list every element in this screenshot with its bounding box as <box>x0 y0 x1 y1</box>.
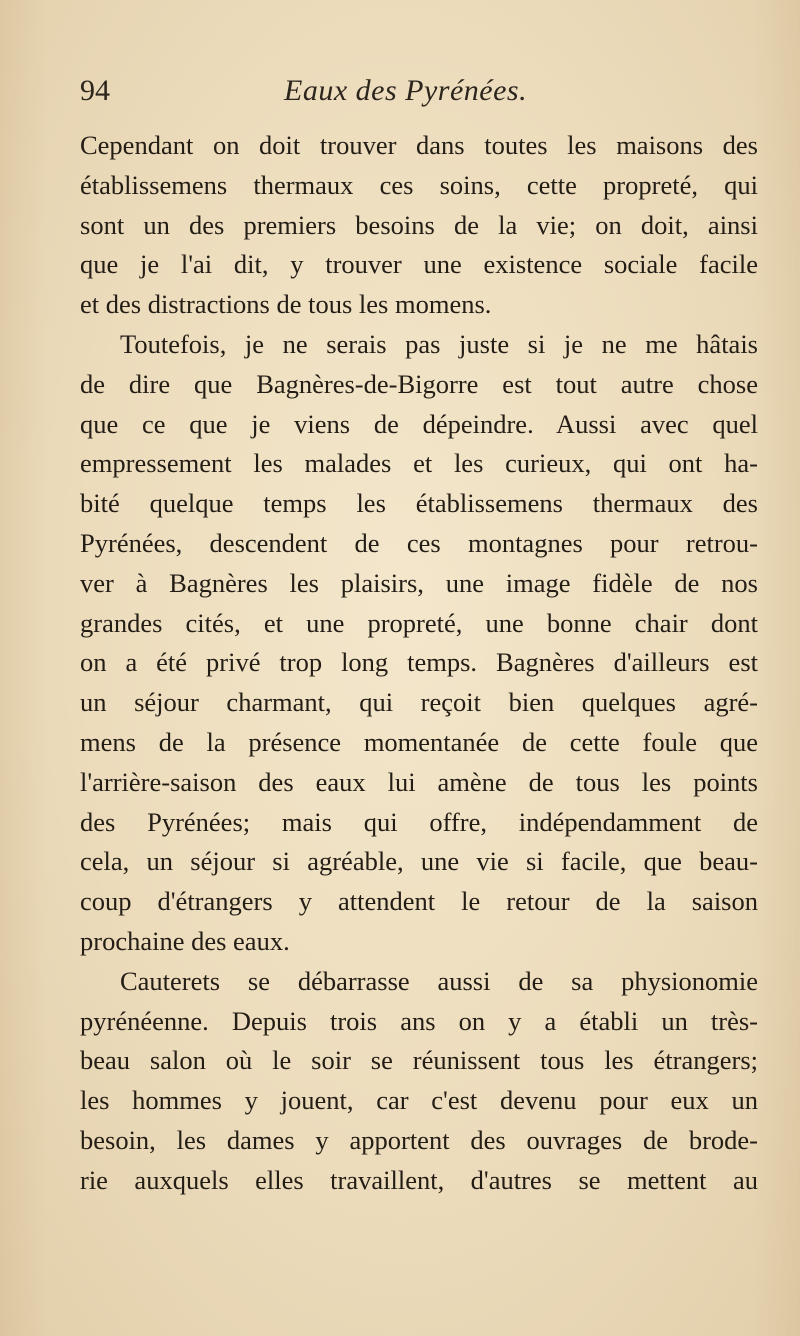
text-line: coup d'étrangers y attendent le retour de la saison <box>80 886 758 917</box>
text-line: sont un des premiers besoins de la vie; on doit, ainsi <box>80 209 758 240</box>
text-line: Cependant on doit trouver dans toutes les maisons des <box>80 130 758 160</box>
paragraph-end-line: prochaine des eaux. <box>80 925 290 956</box>
text-line: on a été privé trop long temps. Bagnères d'ailleurs est <box>80 647 758 678</box>
text-line: des Pyrénées; mais qui offre, indépendamment de <box>80 806 758 837</box>
text-line: grandes cités, et une propreté, une bonne chair dont <box>80 607 758 638</box>
text-line: l'arrière-saison des eaux lui amène de tous les points <box>80 766 758 797</box>
text-line: besoin, les dames y apportent des ouvrages de brode- <box>80 1124 758 1155</box>
paragraph-start-line: Toutefois, je ne serais pas juste si je ne me hâtais <box>120 328 758 359</box>
text-line: bité quelque temps les établissemens thermaux des <box>80 488 758 519</box>
page-number: 94 <box>80 74 110 107</box>
page-header <box>80 70 740 110</box>
paragraph-start-line: Cauterets se débarrasse aussi de sa physionomie <box>120 965 758 996</box>
text-line: mens de la présence momentanée de cette foule que <box>80 726 758 757</box>
text-line: un séjour charmant, qui reçoit bien quelques agré- <box>80 687 758 718</box>
text-line: pyrénéenne. Depuis trois ans on y a établi un très- <box>80 1005 758 1036</box>
text-line: empressement les malades et les curieux, qui ont ha- <box>80 448 758 479</box>
body-text <box>80 126 758 1201</box>
text-line: établissemens thermaux ces soins, cette propreté, qui <box>80 169 758 200</box>
text-line: ver à Bagnères les plaisirs, une image fidèle de nos <box>80 567 758 598</box>
text-line: beau salon où le soir se réunissent tous les étrangers; <box>80 1045 758 1076</box>
paragraph-end-line: et des distractions de tous les momens. <box>80 289 492 320</box>
text-line: cela, un séjour si agréable, une vie si facile, que beau- <box>80 846 758 877</box>
running-title: Eaux des Pyrénées. <box>284 74 528 107</box>
text-line: rie auxquels elles travaillent, d'autres se mettent au <box>80 1164 758 1195</box>
text-line: Pyrénées, descendent de ces montagnes pour retrou- <box>80 527 758 558</box>
text-line: les hommes y jouent, car c'est devenu pour eux un <box>80 1085 758 1116</box>
text-line: que je l'ai dit, y trouver une existence sociale facile <box>80 249 758 280</box>
text-line: que ce que je viens de dépeindre. Aussi avec quel <box>80 408 758 439</box>
text-line: de dire que Bagnères-de-Bigorre est tout autre chose <box>80 368 758 399</box>
